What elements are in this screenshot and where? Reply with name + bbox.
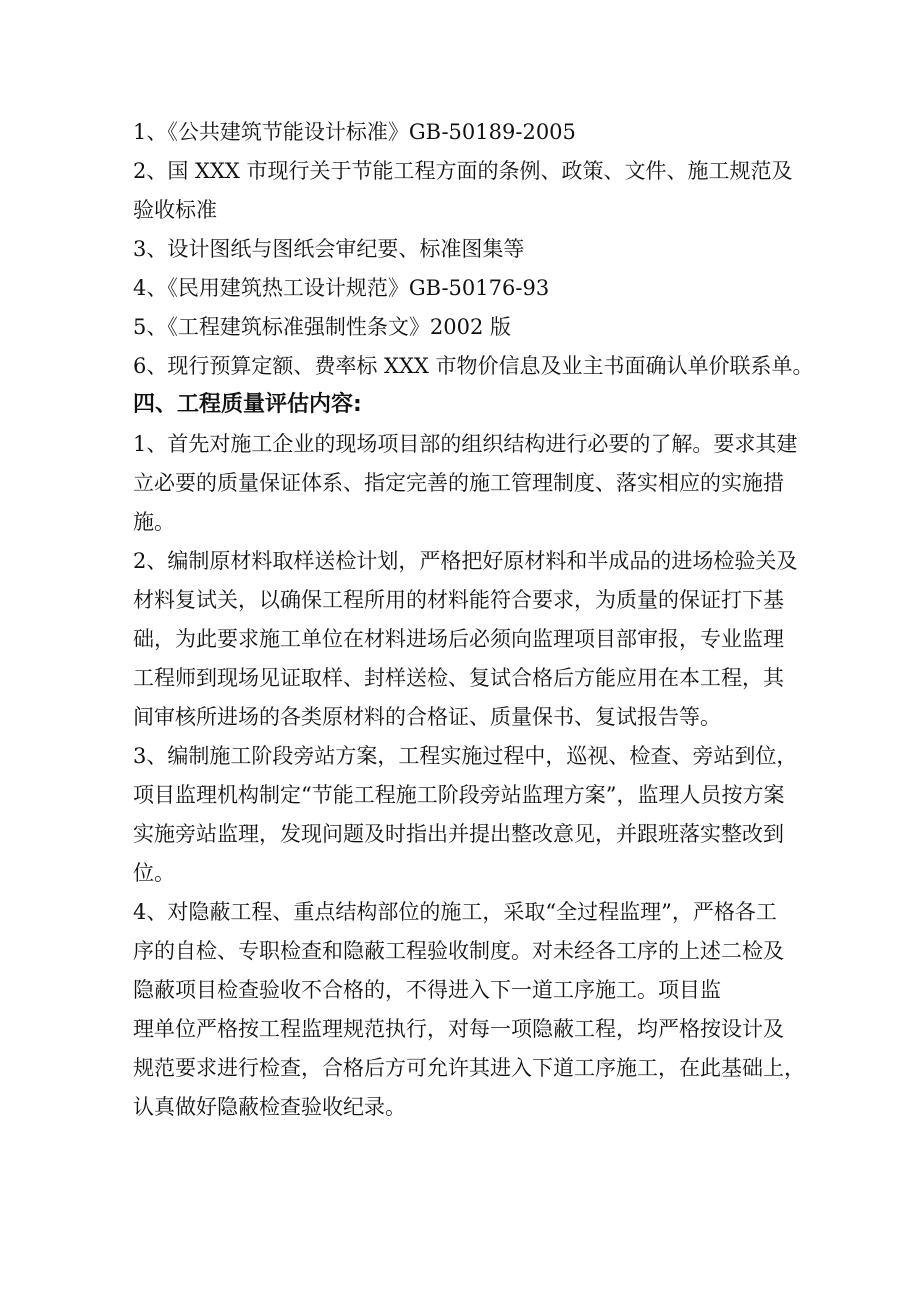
text-line-ref-3: 3、设计图纸与图纸会审纪要、标准图集等 <box>133 237 525 261</box>
body-line: 础，为此要求施工单位在材料进场后必须向监理项目部审报，专业监理 <box>133 627 784 651</box>
body-line: 材料复试关，以确保工程所用的材料能符合要求，为质量的保证打下基 <box>133 588 784 612</box>
body-line: 2、编制原材料取样送检计划，严格把好原材料和半成品的进场检验关及 <box>133 549 798 573</box>
body-line: 序的自检、专职检查和隐蔽工程验收制度。对未经各工序的上述二检及 <box>133 939 784 963</box>
text-line-ref-2: 2、国 XXX 市现行关于节能工程方面的条例、政策、文件、施工规范及 <box>133 159 793 183</box>
body-line: 施。 <box>133 510 175 534</box>
text-line-ref-4: 4、《民用建筑热工设计规范》GB-50176-93 <box>133 276 550 300</box>
body-line: 立必要的质量保证体系、指定完善的施工管理制度、落实相应的实施措 <box>133 471 784 495</box>
body-line: 隐蔽项目检查验收不合格的，不得进入下一道工序施工。项目监 <box>133 978 721 1002</box>
body-line: 项目监理机构制定“节能工程施工阶段旁站监理方案”，监理人员按方案 <box>133 783 785 807</box>
body-line: 4、对隐蔽工程、重点结构部位的施工，采取“全过程监理”，严格各工 <box>133 900 777 924</box>
body-line: 工程师到现场见证取样、封样送检、复试合格后方能应用在本工程，其 <box>133 666 784 690</box>
text-line-ref-2-cont: 验收标准 <box>133 198 217 222</box>
body-line: 间审核所进场的各类原材料的合格证、质量保书、复试报告等。 <box>133 705 721 729</box>
text-line-ref-6: 6、现行预算定额、费率标 XXX 市物价信息及业主书面确认单价联系单。 <box>133 354 814 378</box>
body-line: 规范要求进行检查，合格后方可允许其进入下道工序施工，在此基础上， <box>133 1056 805 1080</box>
body-line: 位。 <box>133 861 175 885</box>
text-line-ref-1: 1、《公共建筑节能设计标准》GB-50189-2005 <box>133 120 576 144</box>
body-line: 认真做好隐蔽检查验收纪录。 <box>133 1095 406 1119</box>
section-heading: 四、工程质量评估内容: <box>133 392 362 417</box>
body-line: 实施旁站监理，发现问题及时指出并提出整改意见，并跟班落实整改到 <box>133 822 784 846</box>
body-line: 3、编制施工阶段旁站方案，工程实施过程中，巡视、检查、旁站到位， <box>133 744 798 768</box>
body-line: 理单位严格按工程监理规范执行，对每一项隐蔽工程，均严格按设计及 <box>133 1017 784 1041</box>
text-line-ref-5: 5、《工程建筑标准强制性条文》2002 版 <box>133 315 511 339</box>
body-line: 1、首先对施工企业的现场项目部的组织结构进行必要的了解。要求其建 <box>133 432 798 456</box>
